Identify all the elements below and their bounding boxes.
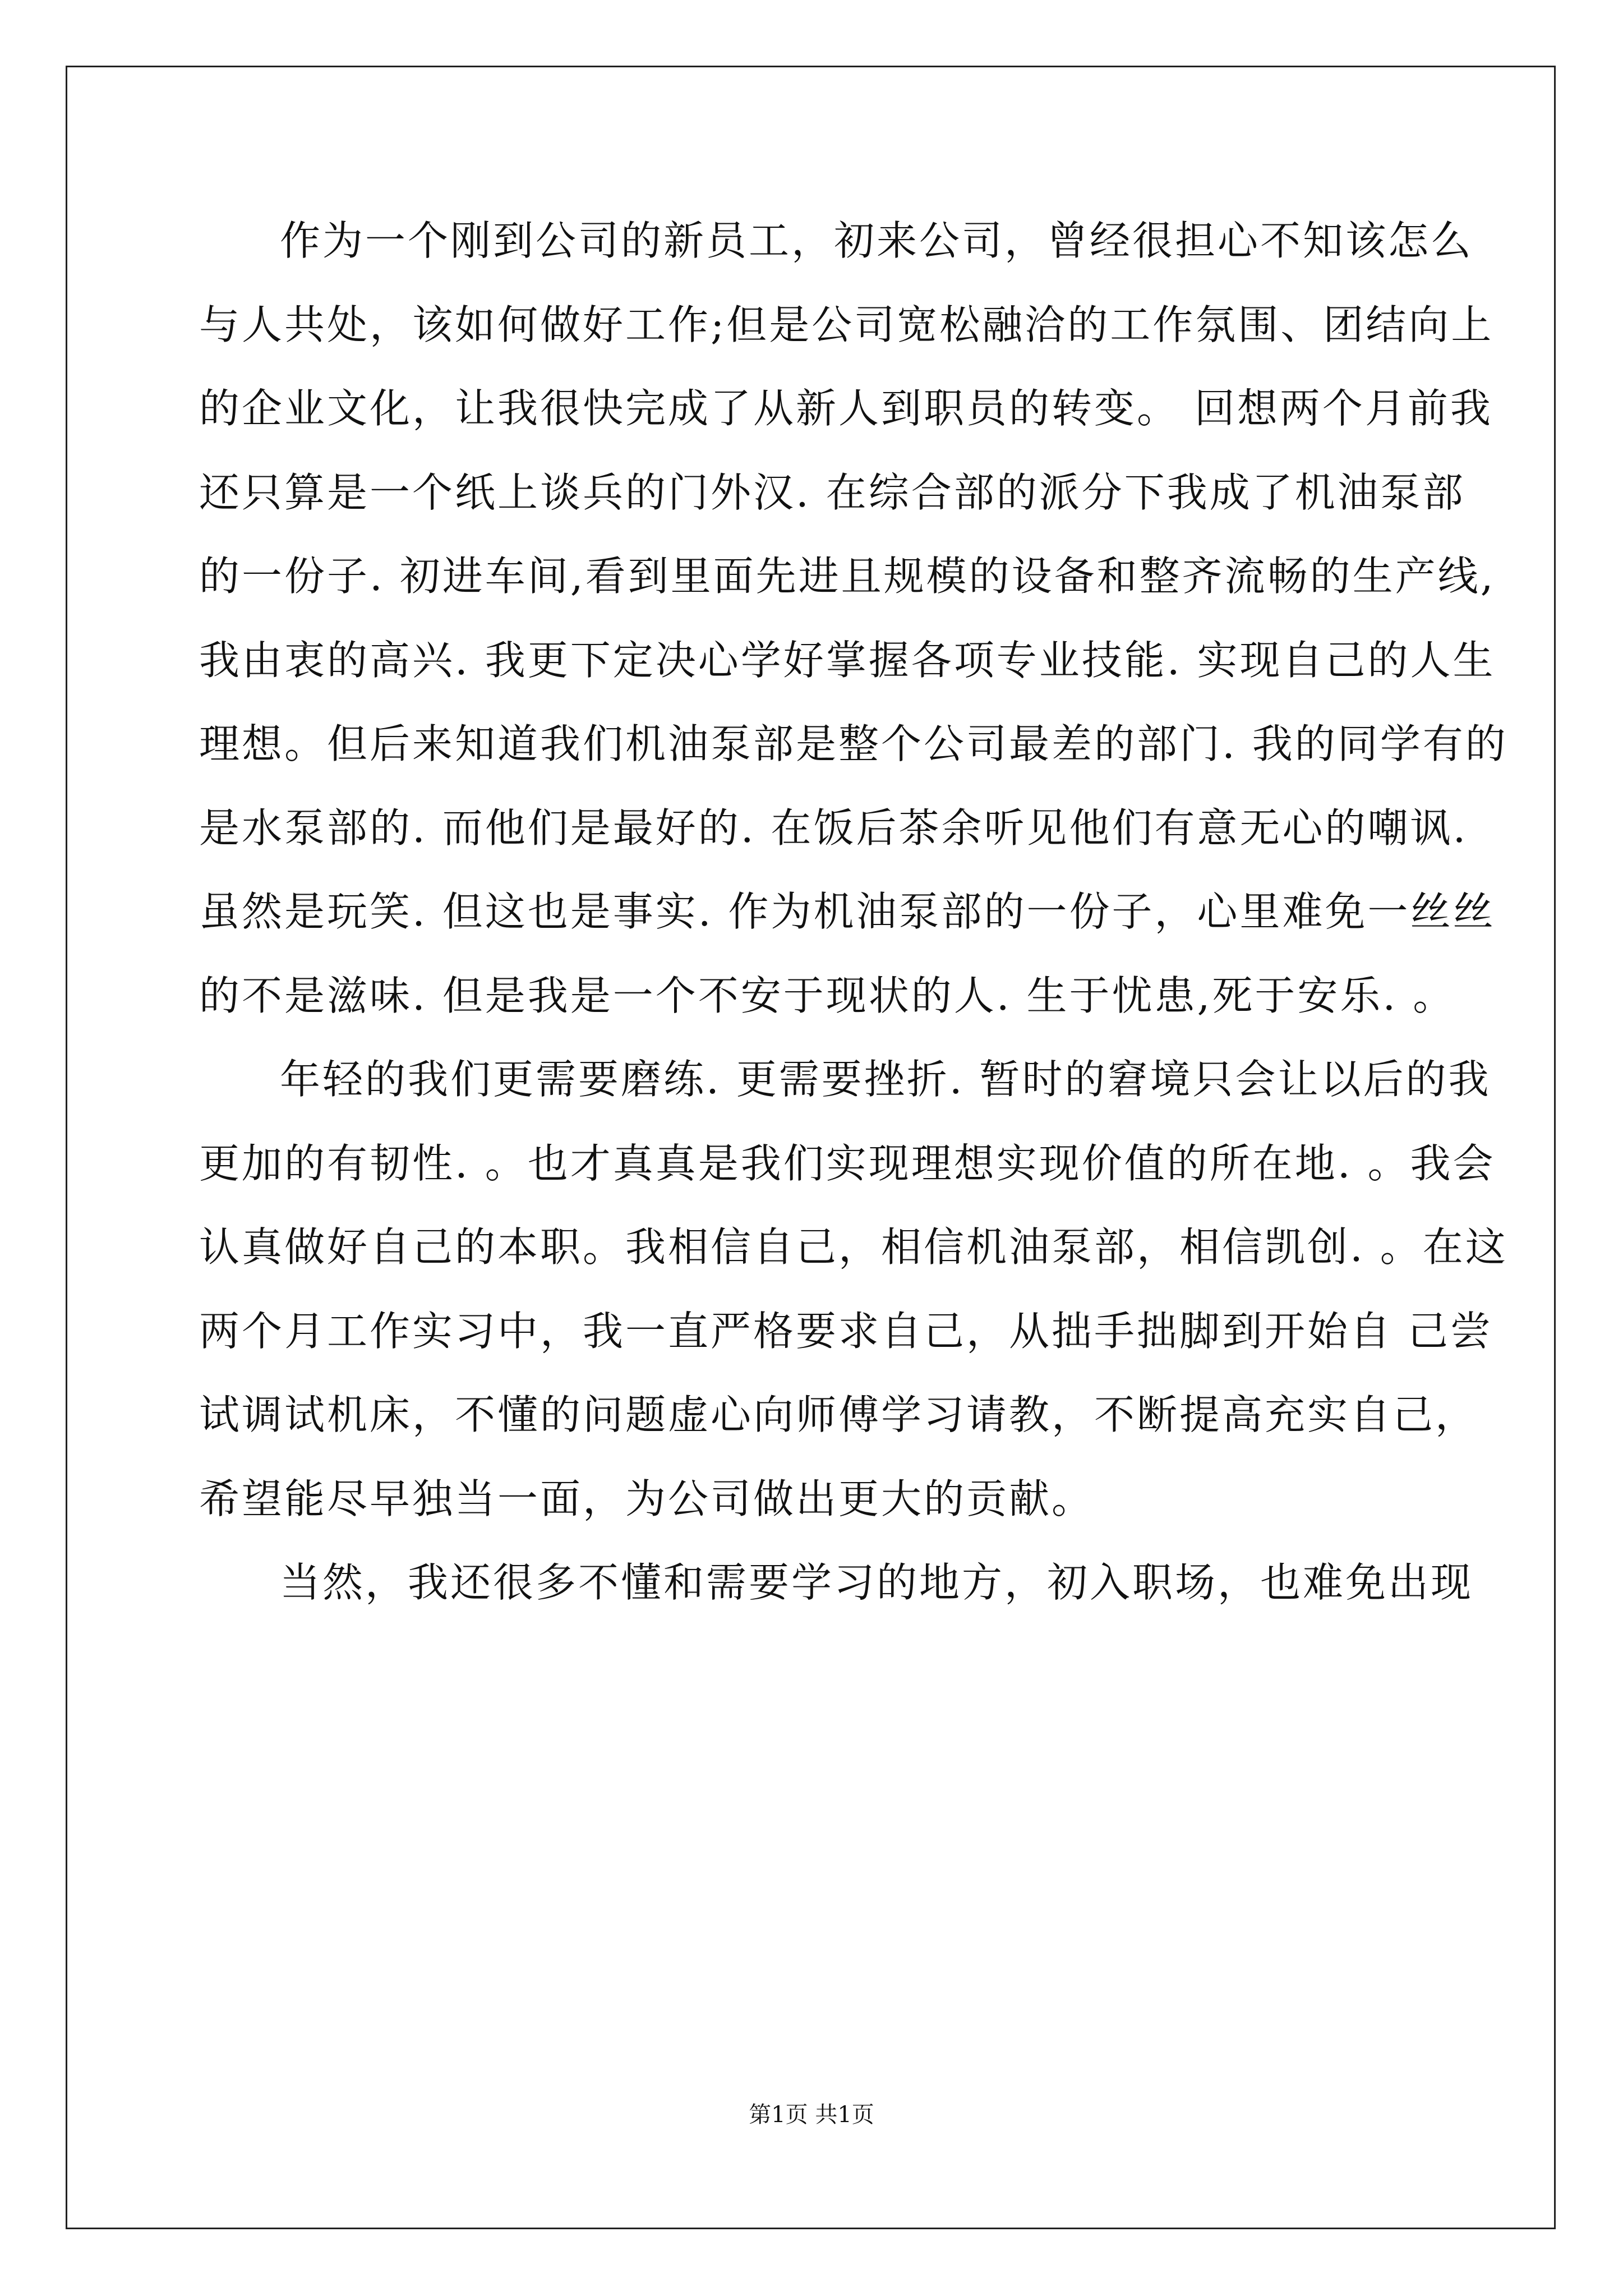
paragraph-2-line-3: 认真做好自己的本职。我相信自己，相信机油泵部，相信凯创. 。在这 bbox=[199, 1223, 1508, 1271]
paragraph-2-line-4: 两个月工作实习中，我一直严格要求自己，从拙手拙脚到开始自 己尝 bbox=[199, 1307, 1493, 1355]
paragraph-1-line-3: 的企业文化，让我很快完成了从新人到职员的转变。 回想两个月前我 bbox=[199, 385, 1493, 432]
paragraph-2-line-5: 试调试机床，不懂的问题虚心向师傅学习请教，不断提高充实自己， bbox=[199, 1391, 1478, 1438]
paragraph-1-line-1: 作为一个刚到公司的新员工，初来公司，曾经很担心不知该怎么 bbox=[280, 217, 1474, 264]
paragraph-3-line-1: 当然，我还很多不懂和需要学习的地方，初入职场，也难免出现 bbox=[280, 1559, 1474, 1606]
paragraph-1-line-9: 虽然是玩笑. 但这也是事实. 作为机油泵部的一份子，心里难免一丝丝 bbox=[199, 888, 1496, 935]
paragraph-2-line-6: 希望能尽早独当一面，为公司做出更大的贡献。 bbox=[199, 1475, 1095, 1522]
paragraph-1-line-4: 还只算是一个纸上谈兵的门外汉. 在综合部的派分下我成了机油泵部 bbox=[199, 468, 1465, 516]
paragraph-2-line-2: 更加的有韧性. 。也才真真是我们实现理想实现价值的所在地. 。我会 bbox=[199, 1139, 1496, 1187]
paragraph-1-line-5: 的一份子. 初进车间,看到里面先进且规模的设备和整齐流畅的生产线, bbox=[199, 553, 1496, 600]
paragraph-2-line-1: 年轻的我们更需要磨练. 更需要挫折. 暂时的窘境只会让以后的我 bbox=[280, 1056, 1491, 1103]
document-body bbox=[199, 199, 1508, 1625]
paragraph-1-line-8: 是水泵部的. 而他们是最好的. 在饭后茶余听见他们有意无心的嘲讽. bbox=[199, 804, 1468, 852]
paragraph-1-line-10: 的不是滋味. 但是我是一个不安于现状的人. 生于忧患,死于安乐. 。 bbox=[199, 972, 1456, 1019]
paragraph-1-line-7: 理想。但后来知道我们机油泵部是整个公司最差的部门. 我的同学有的 bbox=[199, 720, 1508, 767]
paragraph-1-line-6: 我由衷的高兴. 我更下定决心学好掌握各项专业技能. 实现自己的人生 bbox=[199, 636, 1496, 684]
paragraph-1-line-2: 与人共处，该如何做好工作;但是公司宽松融洽的工作氛围、团结向上 bbox=[199, 301, 1494, 348]
page-number-footer: 第1页 共1页 bbox=[749, 2102, 874, 2128]
